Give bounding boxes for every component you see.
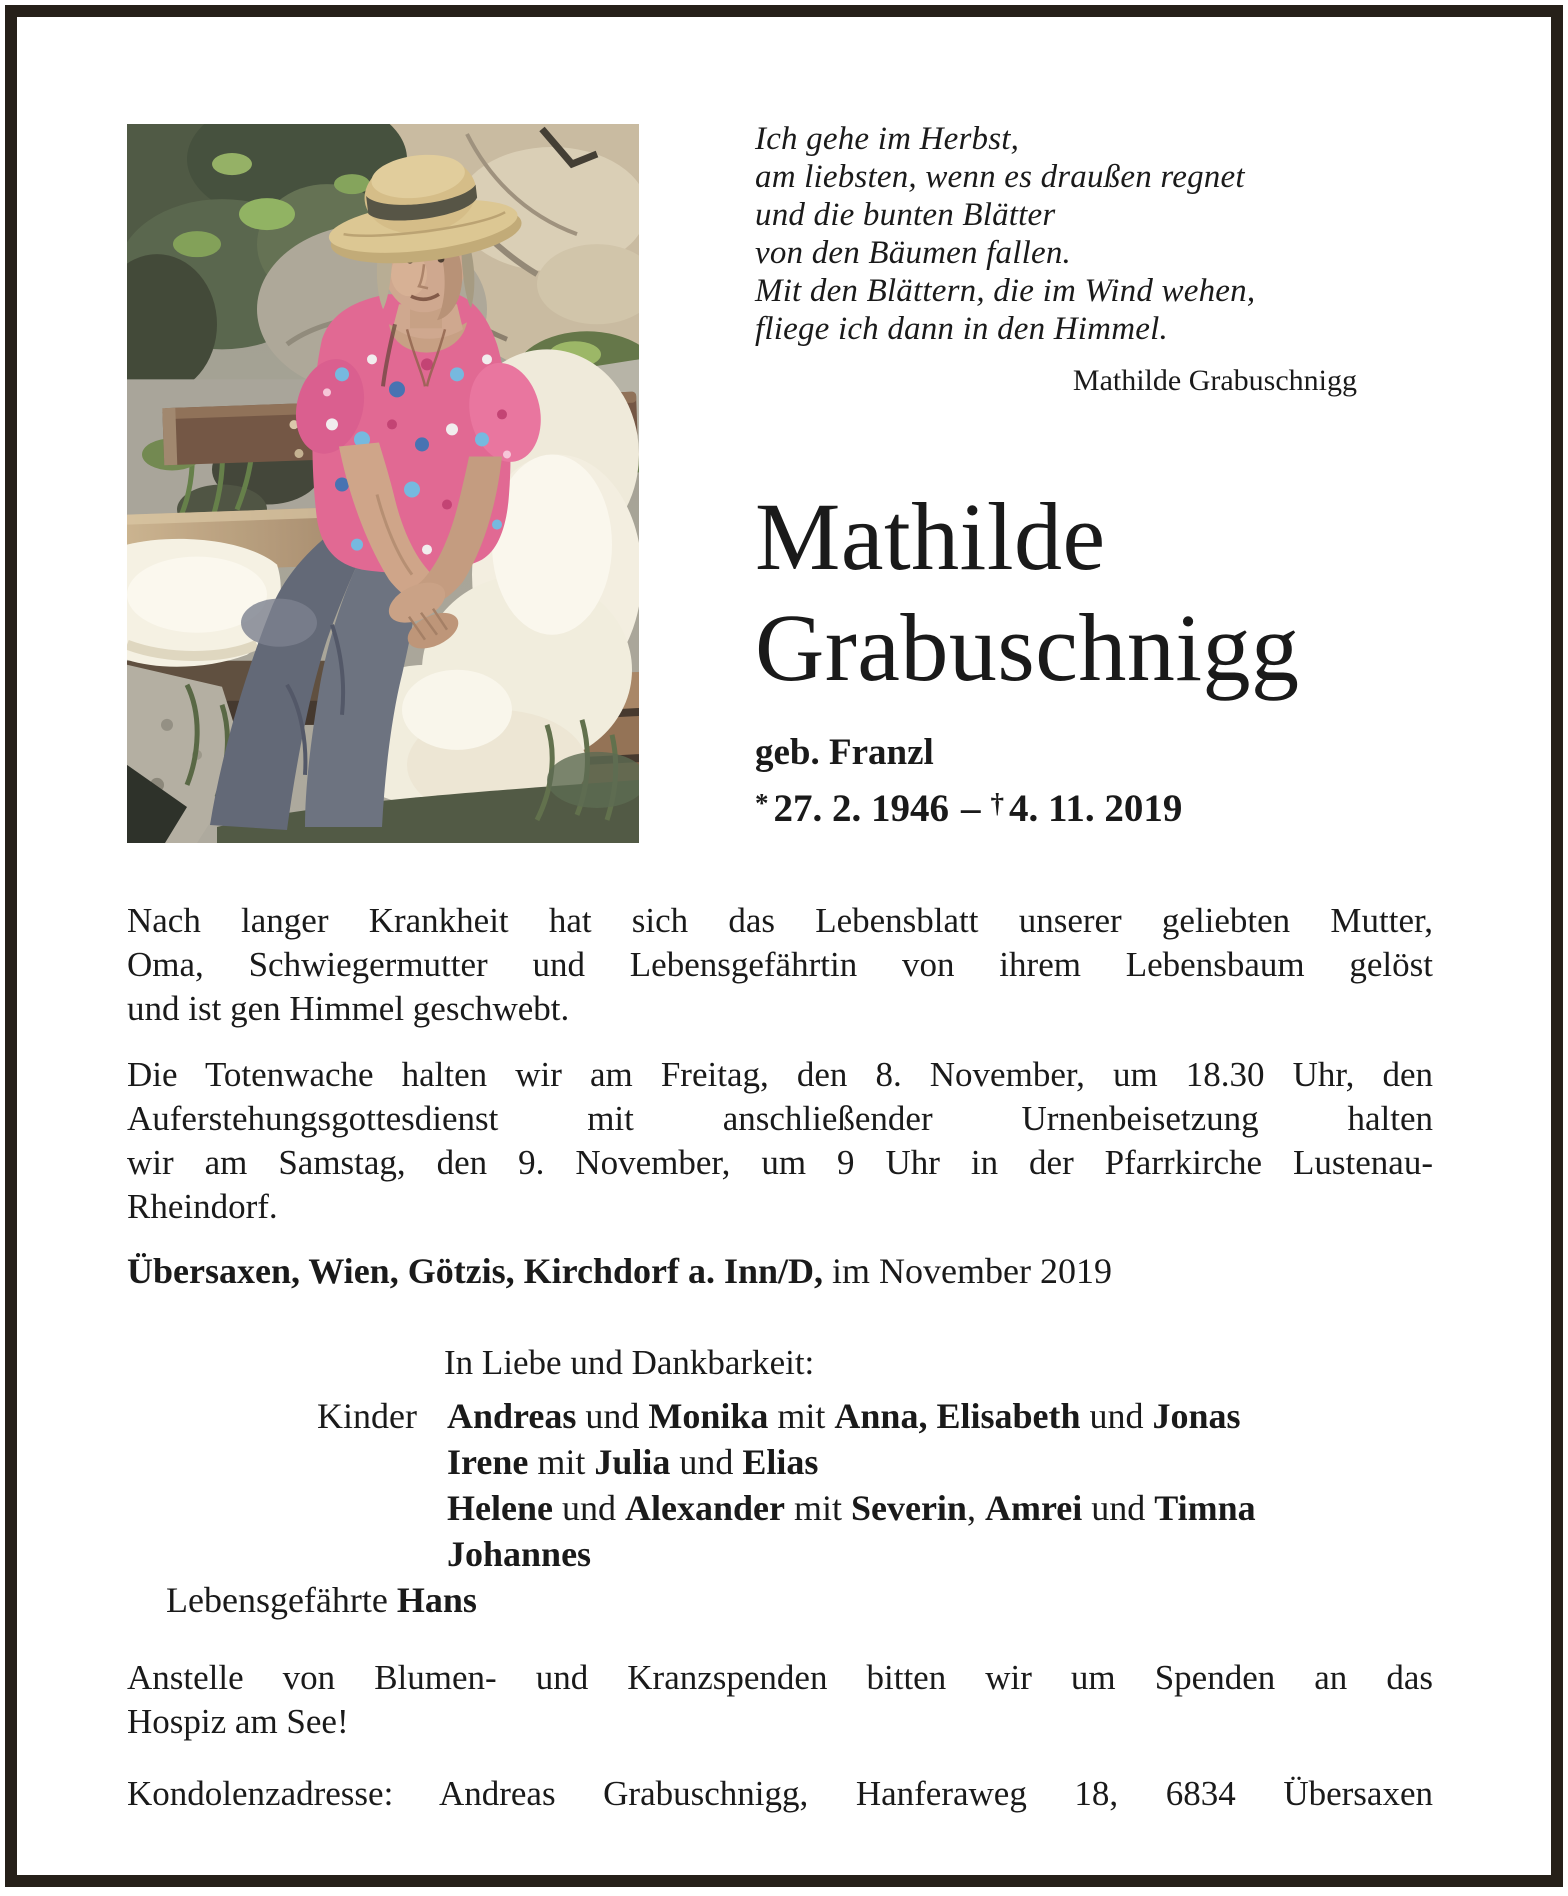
header-column bbox=[755, 120, 1367, 834]
condolence-address: Kondolenzadresse: Andreas Grabuschnigg, Hanferaweg 18, 6834 Übersaxen bbox=[127, 1774, 1433, 1813]
birth-star-icon: * bbox=[755, 788, 769, 818]
dateline-date: im November 2019 bbox=[832, 1251, 1112, 1291]
donation-request: Anstelle von Blumen- und Kranzspenden bitten wir um Spenden an das Hospiz am See! bbox=[127, 1658, 1433, 1741]
children-row: Helene und Alexander mit Severin, Amrei und Timna bbox=[447, 1488, 1256, 1528]
maiden-name: geb. Franzl bbox=[755, 732, 934, 773]
poem-attribution: Mathilde Grabuschnigg bbox=[1072, 364, 1357, 397]
portrait-photo-illustration bbox=[127, 124, 639, 843]
closing-intro: In Liebe und Dankbarkeit: bbox=[444, 1343, 815, 1382]
memorial-poem: Ich gehe im Herbst, am liebsten, wenn es draußen regnet und die bunten Blätter von den Bäumen fallen. Mit den Blättern, die im Wind wehen, fliege ich dann in den Himmel. bbox=[755, 121, 1256, 347]
children-row: Irene mit Julia und Elias bbox=[447, 1442, 819, 1482]
photo bbox=[127, 124, 639, 843]
funeral-details-paragraph: Die Totenwache halten wir am Freitag, den 8. November, um 18.30 Uhr, den Auferstehungsgottesdienst mit anschließender Urnenbeisetzung halten wir am Samstag, den 9. November, um 9 Uhr in der Pfarrkirche Lustenau- Rheindorf. bbox=[127, 1055, 1433, 1226]
children-list bbox=[317, 1393, 1433, 1577]
dates-separator: – bbox=[961, 787, 981, 830]
children-row: Johannes bbox=[447, 1534, 592, 1574]
children-label: Kinder bbox=[317, 1396, 417, 1436]
obituary-body bbox=[127, 899, 1433, 1816]
partner-line: Lebensgefährte Hans bbox=[166, 1580, 477, 1620]
deceased-name bbox=[755, 481, 1367, 703]
dateline-places: Übersaxen, Wien, Götzis, Kirchdorf a. Inn/D, bbox=[127, 1251, 824, 1291]
dateline bbox=[127, 1248, 1433, 1294]
announcement-paragraph: Nach langer Krankheit hat sich das Lebensblatt unserer geliebten Mutter, Oma, Schwiegermutter und Lebensgefährtin von ihrem Lebensbaum gelöst und ist gen Himmel geschwebt. bbox=[127, 901, 1433, 1028]
deceased-last-name: Grabuschnigg bbox=[755, 594, 1300, 701]
life-dates bbox=[755, 778, 1367, 834]
birth-date: 27. 2. 1946 bbox=[773, 787, 949, 830]
children-rows bbox=[447, 1393, 1433, 1577]
children-row: Andreas und Monika mit Anna, Elisabeth und Jonas bbox=[447, 1396, 1241, 1436]
death-cross-icon: † bbox=[990, 788, 1004, 818]
deceased-first-name: Mathilde bbox=[755, 483, 1106, 590]
death-date: 4. 11. 2019 bbox=[1009, 787, 1183, 830]
